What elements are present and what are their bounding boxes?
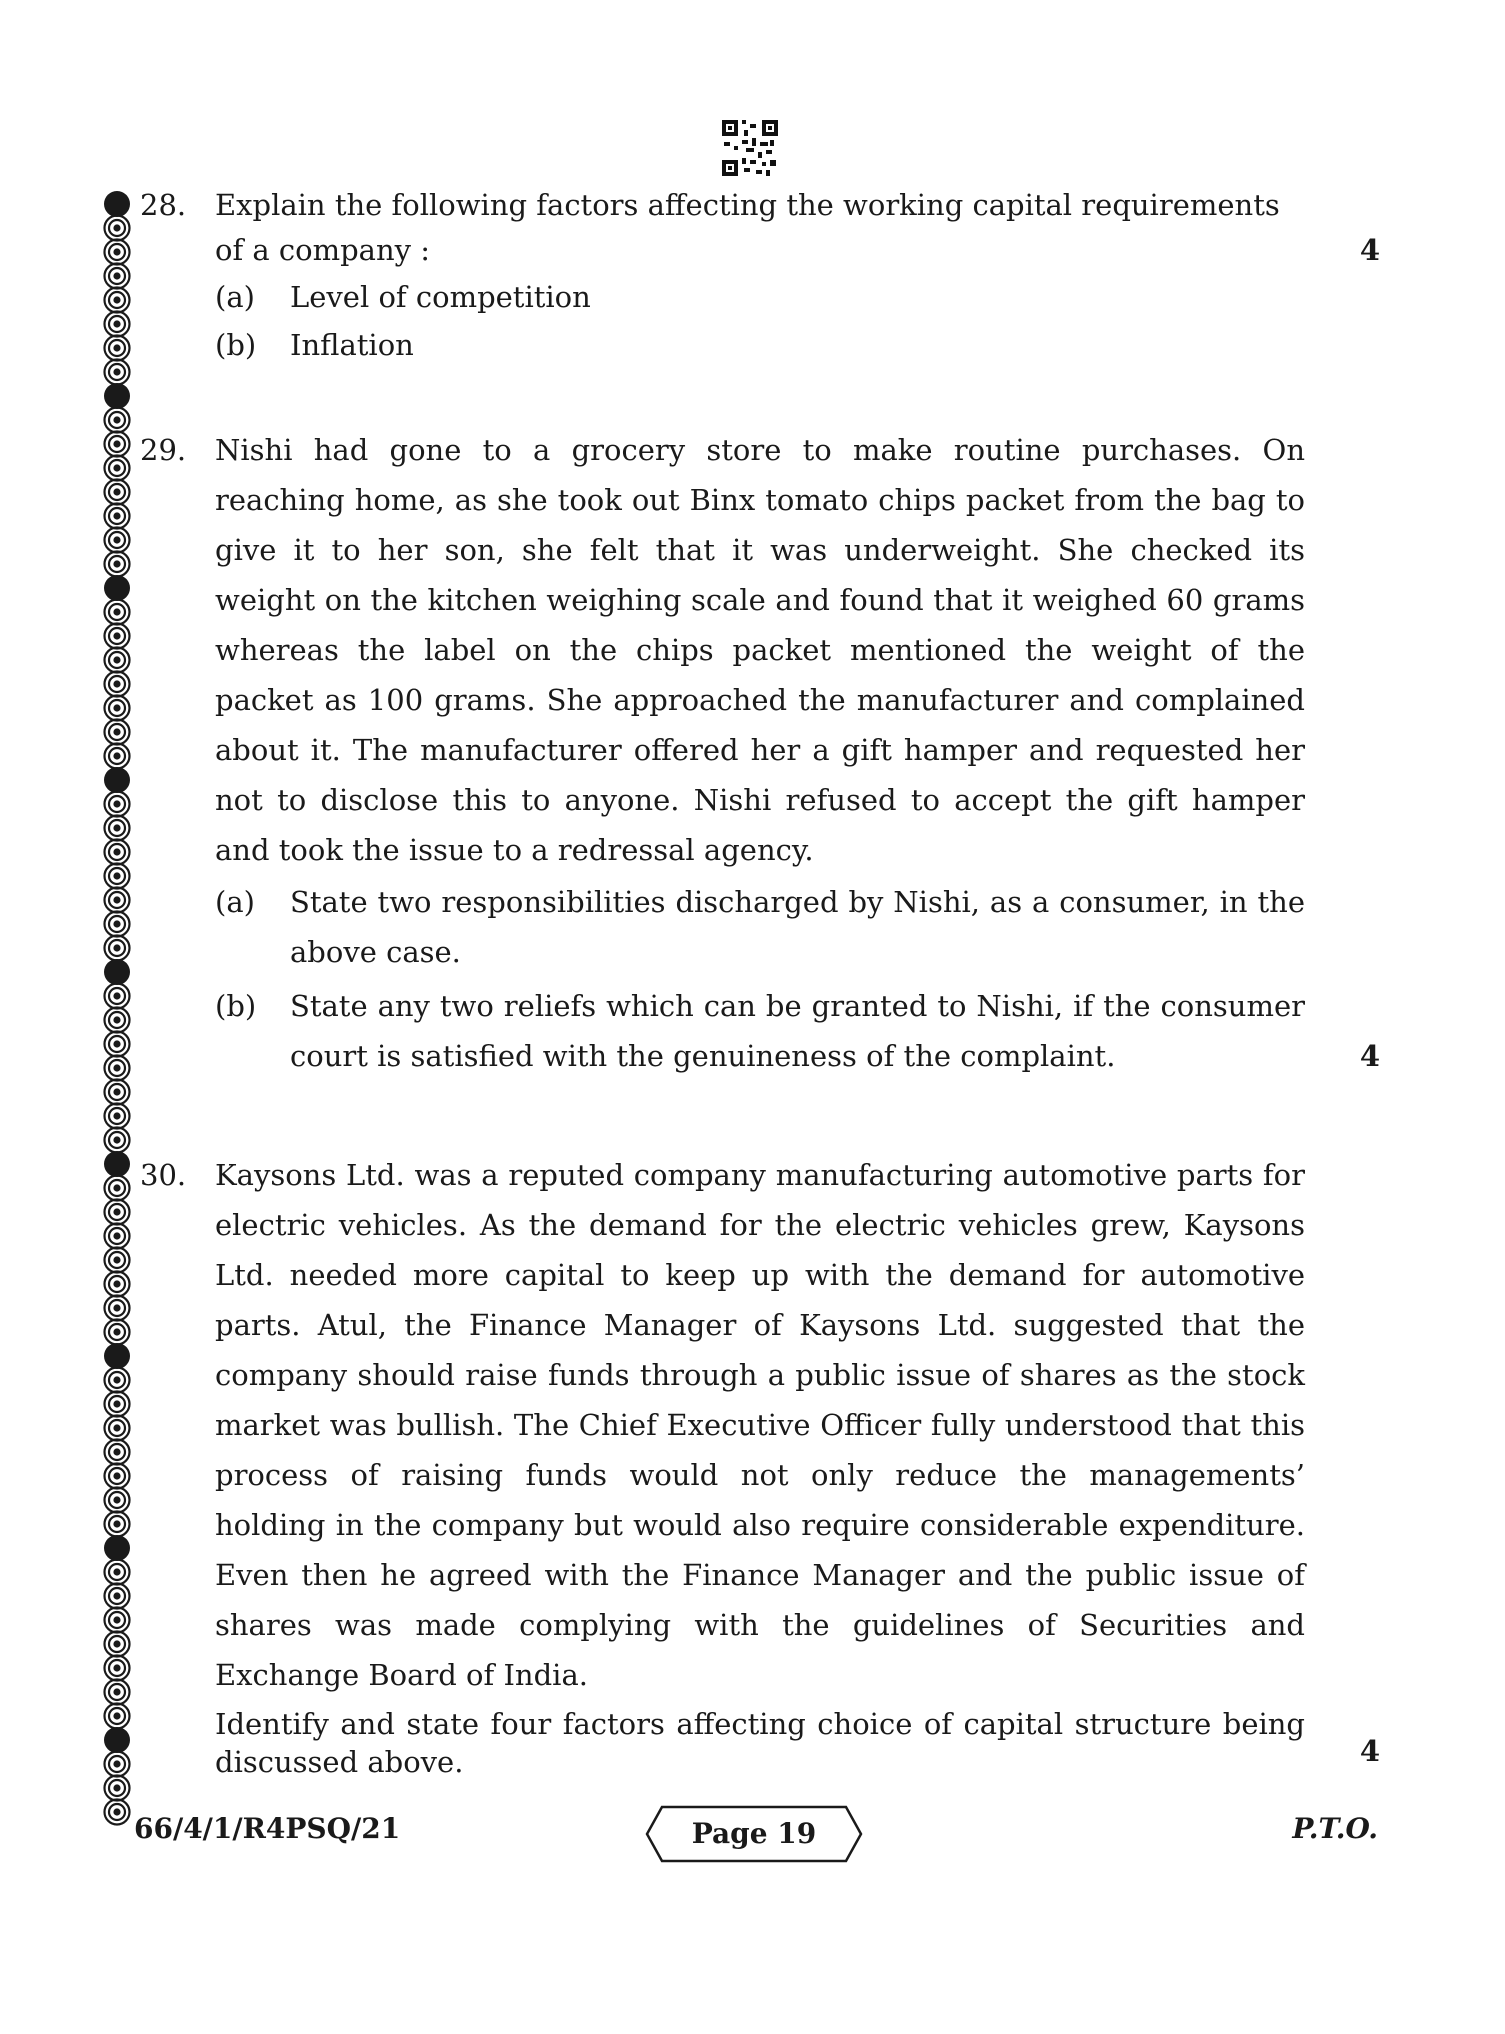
marks: 4	[1359, 233, 1380, 267]
security-ring	[105, 624, 130, 649]
security-ring	[105, 1632, 130, 1657]
security-ring	[105, 912, 130, 937]
security-dot	[104, 767, 130, 793]
sub-item-text: Level of competition	[290, 280, 591, 314]
security-ring	[105, 1608, 130, 1633]
security-ring	[105, 1656, 130, 1681]
security-ring	[105, 1392, 130, 1417]
question-text: Nishi had gone to a grocery store to make routine purchases. On reaching home, as she took out Binx tomato chips packet from the bag to give it to her son, she felt that it was underweight. She checked its weight on the kitchen weighing scale and found that it weighed 60 grams whereas the label on the chips packet mentioned the weight of the packet as 100 grams. She approached the manufacturer and complained about it. The manufacturer offered her a gift hamper and requested her not to disclose this to anyone. Nishi refused to accept the gift hamper and took the issue to a redressal agency.	[215, 433, 1305, 867]
question-number: 30.	[140, 1158, 187, 1192]
security-ring	[105, 840, 130, 865]
marks: 4	[1359, 1039, 1380, 1073]
security-ring	[105, 1176, 130, 1201]
qr-code-icon	[722, 120, 778, 176]
security-dot	[104, 575, 130, 601]
security-ring	[105, 312, 130, 337]
security-ring	[105, 600, 130, 625]
security-ring	[105, 888, 130, 913]
security-ring	[105, 528, 130, 553]
security-ring	[105, 1464, 130, 1489]
security-dot	[104, 1727, 130, 1753]
sub-item-label: (a)	[215, 885, 255, 919]
security-strip	[100, 190, 134, 1842]
security-ring	[105, 1584, 130, 1609]
security-ring	[105, 1008, 130, 1033]
sub-item-label: (b)	[215, 328, 257, 362]
security-ring	[105, 1104, 130, 1129]
security-ring	[105, 360, 130, 385]
question-number: 29.	[140, 433, 187, 467]
security-ring	[105, 720, 130, 745]
sub-item-text: State any two reliefs which can be granted to Nishi, if the consumer court is satisfied with the genuineness of the complaint.	[290, 989, 1305, 1073]
security-ring	[105, 288, 130, 313]
question-number: 28.	[140, 188, 187, 222]
security-ring	[105, 744, 130, 769]
page-number-box	[644, 1804, 864, 1864]
security-ring	[105, 1248, 130, 1273]
security-ring	[105, 1704, 130, 1729]
security-ring	[105, 1752, 130, 1777]
security-ring	[105, 1440, 130, 1465]
security-ring	[105, 648, 130, 673]
page-number: Page 19	[691, 1817, 817, 1850]
marks: 4	[1359, 1734, 1380, 1768]
security-ring	[105, 1296, 130, 1321]
security-ring	[105, 1512, 130, 1537]
question-text-line: of a company :	[215, 233, 431, 267]
pto-label: P.T.O.	[1292, 1812, 1378, 1845]
security-ring	[105, 1800, 130, 1825]
security-ring	[105, 456, 130, 481]
security-ring	[105, 984, 130, 1009]
security-ring	[105, 936, 130, 961]
security-ring	[105, 1488, 130, 1513]
sub-item-label: (b)	[215, 989, 257, 1023]
security-ring	[105, 1128, 130, 1153]
security-ring	[105, 264, 130, 289]
question-text-line: Explain the following factors affecting the working capital requirements	[215, 188, 1280, 222]
security-ring	[105, 480, 130, 505]
security-ring	[105, 672, 130, 697]
security-dot	[104, 959, 130, 985]
question-30	[140, 1150, 1380, 1779]
security-dot	[104, 1151, 130, 1177]
security-ring	[105, 1224, 130, 1249]
security-ring	[105, 504, 130, 529]
security-ring	[105, 1776, 130, 1801]
page-footer	[134, 1804, 1378, 1864]
question-28	[140, 180, 1380, 380]
security-ring	[105, 696, 130, 721]
security-ring	[105, 240, 130, 265]
security-ring	[105, 1200, 130, 1225]
question-text: Kaysons Ltd. was a reputed company manufacturing automotive parts for electric vehicles. As the demand for the electric vehicles grew, Kaysons Ltd. needed more capital to keep up with the demand for automotive parts. Atul, the Finance Manager of Kaysons Ltd. suggested that the company should raise funds through a public issue of shares as the stock market was bullish. The Chief Executive Officer fully understood that this process of raising funds would not only reduce the managements’ holding in the company but would also require considerable expenditure. Even then he agreed with the Finance Manager and the public issue of shares was made complying with the guidelines of Securities and Exchange Board of India.	[215, 1158, 1305, 1692]
question-29	[140, 425, 1380, 1085]
security-ring	[105, 1416, 130, 1441]
security-ring	[105, 1560, 130, 1585]
security-ring	[105, 816, 130, 841]
security-ring	[105, 792, 130, 817]
security-dot	[104, 191, 130, 217]
security-ring	[105, 216, 130, 241]
sub-item-text: State two responsibilities discharged by Nishi, as a consumer, in the above case.	[290, 885, 1305, 969]
security-ring	[105, 408, 130, 433]
security-ring	[105, 1272, 130, 1297]
security-ring	[105, 432, 130, 457]
security-ring	[105, 552, 130, 577]
sub-item-label: (a)	[215, 280, 255, 314]
security-dot	[104, 1343, 130, 1369]
security-ring	[105, 864, 130, 889]
paper-code: 66/4/1/R4PSQ/21	[134, 1812, 401, 1845]
security-ring	[105, 1056, 130, 1081]
security-dot	[104, 1535, 130, 1561]
security-dot	[104, 383, 130, 409]
security-ring	[105, 336, 130, 361]
security-ring	[105, 1032, 130, 1057]
security-ring	[105, 1320, 130, 1345]
security-ring	[105, 1080, 130, 1105]
sub-item-text: Inflation	[290, 328, 414, 362]
security-ring	[105, 1680, 130, 1705]
security-ring	[105, 1368, 130, 1393]
question-instruction: Identify and state four factors affecting choice of capital structure being discussed above.	[215, 1707, 1305, 1779]
